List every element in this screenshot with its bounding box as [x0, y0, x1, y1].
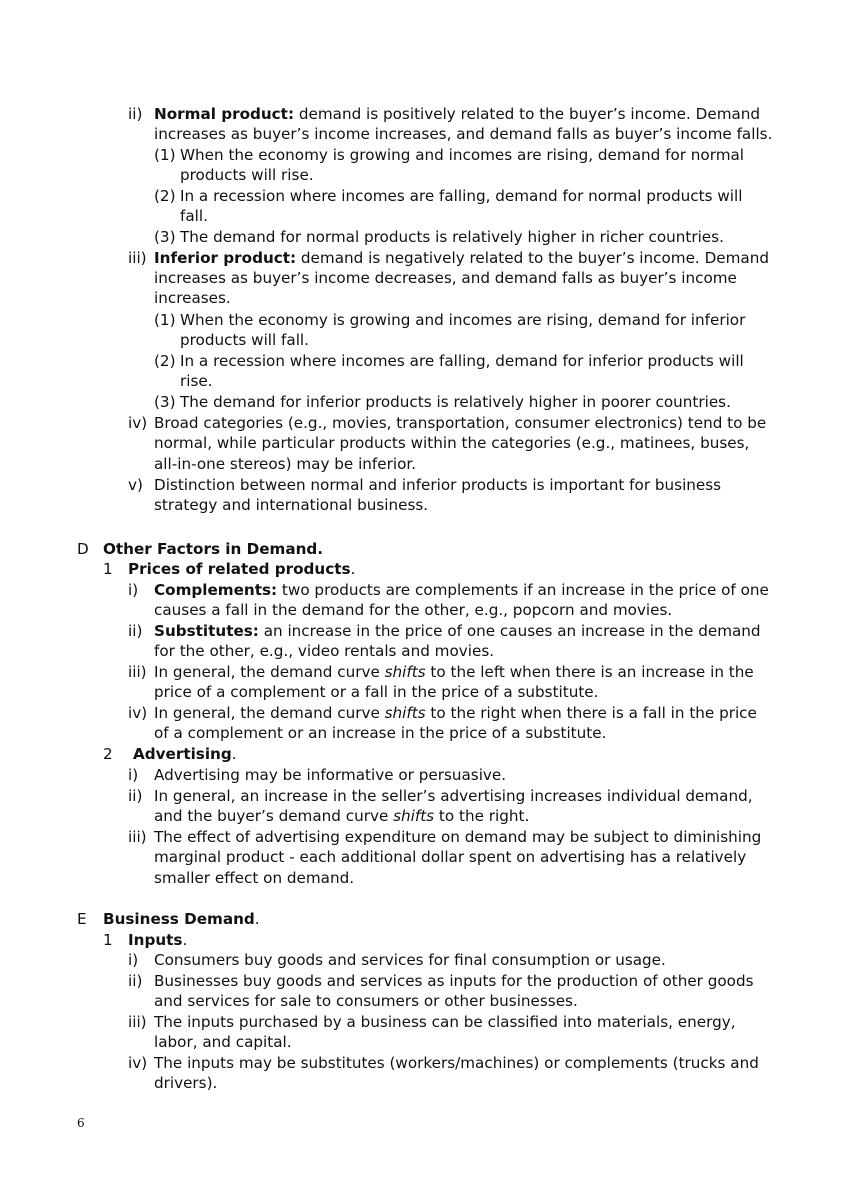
subitem-text: The demand for normal products is relatively higher in richer countries.: [180, 228, 724, 246]
item-marker: ii): [128, 622, 143, 640]
term: Normal product:: [154, 105, 295, 123]
inferior-product-line-2: increases as buyer’s income decreases, and demand falls as buyer’s income: [154, 269, 737, 287]
item-text: Advertising may be informative or persuasive.: [154, 766, 507, 784]
emphasis: shifts: [384, 704, 426, 722]
subitem-marker: (1): [154, 311, 176, 329]
item-text: [154, 806, 529, 826]
item-text: The inputs may be substitutes (workers/machines) or complements (trucks and: [154, 1054, 759, 1072]
item-marker: iv): [128, 1054, 148, 1072]
section-letter: D: [77, 540, 89, 558]
subitem-marker: (2): [154, 352, 176, 370]
item-marker: iii): [128, 249, 147, 267]
subitem-marker: (3): [154, 393, 176, 411]
subsection-title-text: Advertising: [133, 745, 232, 763]
page-number: 6: [77, 1116, 85, 1130]
item-text: drivers).: [154, 1074, 218, 1092]
punct: .: [182, 931, 188, 949]
item-text: and services for sale to consumers or other businesses.: [154, 992, 578, 1010]
section-title-text: Other Factors in Demand.: [103, 540, 324, 558]
subitem-text: The demand for inferior products is relatively higher in poorer countries.: [180, 393, 731, 411]
subitem-text: In a recession where incomes are falling, demand for inferior products will: [180, 352, 744, 370]
punct: .: [231, 745, 237, 763]
text: demand is positively related to the buyer’s income. Demand: [294, 105, 761, 123]
subitem-text: In a recession where incomes are falling, demand for normal products will: [180, 187, 743, 205]
item-text: The effect of advertising expenditure on demand may be subject to diminishing: [154, 828, 762, 846]
complements-line-1: [154, 580, 769, 600]
text: and the buyer’s demand curve: [154, 807, 394, 825]
item-marker: ii): [128, 972, 143, 990]
subsection-title: [128, 559, 355, 579]
item-marker: iv): [128, 414, 148, 432]
subitem-text: products will rise.: [180, 166, 314, 184]
section-letter: E: [77, 910, 87, 928]
subitem-text: fall.: [180, 207, 208, 225]
substitutes-line-1: [154, 621, 761, 641]
subitem-marker: (1): [154, 146, 176, 164]
text: In general, the demand curve: [154, 663, 385, 681]
subitem-text: When the economy is growing and incomes are rising, demand for inferior: [180, 311, 746, 329]
item-text: [154, 662, 754, 682]
substitutes-line-2: for the other, e.g., video rentals and movies.: [154, 642, 495, 660]
punct: .: [350, 560, 356, 578]
item-text: marginal product - each additional dollar spent on advertising has a relatively: [154, 848, 747, 866]
section-title-text: Business Demand: [103, 910, 255, 928]
subitem-marker: (3): [154, 228, 176, 246]
subitem-text: rise.: [180, 372, 213, 390]
subsection-title-text: Inputs: [128, 931, 183, 949]
section-title: [103, 909, 260, 929]
text: an increase in the price of one causes an increase in the demand: [258, 622, 761, 640]
emphasis: shifts: [384, 663, 426, 681]
subsection-title-text: Prices of related products: [128, 560, 351, 578]
item-text: strategy and international business.: [154, 496, 429, 514]
item-marker: iii): [128, 1013, 147, 1031]
item-text: Broad categories (e.g., movies, transportation, consumer electronics) tend to be: [154, 414, 767, 432]
item-text: The inputs purchased by a business can be classified into materials, energy,: [154, 1013, 736, 1031]
item-marker: iii): [128, 828, 147, 846]
item-text: of a complement or an increase in the price of a substitute.: [154, 724, 607, 742]
item-text: smaller effect on demand.: [154, 869, 355, 887]
section-title: [103, 539, 323, 559]
text: to the right.: [434, 807, 530, 825]
subsection-number: 1: [103, 560, 113, 578]
item-text: price of a complement or a fall in the price of a substitute.: [154, 683, 599, 701]
item-marker: ii): [128, 105, 143, 123]
subitem-text: products will fall.: [180, 331, 309, 349]
text: to the right when there is a fall in the price: [425, 704, 757, 722]
subsection-number: 2: [103, 745, 113, 763]
item-marker: ii): [128, 787, 143, 805]
term: Substitutes:: [154, 622, 259, 640]
item-marker: i): [128, 766, 139, 784]
normal-product-line-1: [154, 104, 760, 124]
item-text: labor, and capital.: [154, 1033, 292, 1051]
item-text: all-in-one stereos) may be inferior.: [154, 455, 417, 473]
subitem-text: When the economy is growing and incomes are rising, demand for normal: [180, 146, 745, 164]
normal-product-line-2: increases as buyer’s income increases, and demand falls as buyer’s income falls.: [154, 125, 773, 143]
item-text: Businesses buy goods and services as inputs for the production of other goods: [154, 972, 754, 990]
term: Inferior product:: [154, 249, 297, 267]
item-text: normal, while particular products within the categories (e.g., matinees, buses,: [154, 434, 750, 452]
complements-line-2: causes a fall in the demand for the other, e.g., popcorn and movies.: [154, 601, 673, 619]
punct: .: [254, 910, 260, 928]
text: two products are complements if an increase in the price of one: [277, 581, 769, 599]
text: demand is negatively related to the buyer’s income. Demand: [296, 249, 769, 267]
item-text: [154, 703, 757, 723]
subsection-title: [133, 744, 237, 764]
inferior-product-line-3: increases.: [154, 289, 231, 307]
inferior-product-line-1: [154, 248, 769, 268]
text: to the left when there is an increase in the: [425, 663, 754, 681]
item-marker: i): [128, 951, 139, 969]
item-marker: i): [128, 581, 139, 599]
item-text: Distinction between normal and inferior products is important for business: [154, 476, 722, 494]
item-marker: v): [128, 476, 143, 494]
item-text: Consumers buy goods and services for final consumption or usage.: [154, 951, 666, 969]
item-text: In general, an increase in the seller’s advertising increases individual demand,: [154, 787, 753, 805]
item-marker: iv): [128, 704, 148, 722]
subitem-marker: (2): [154, 187, 176, 205]
text: In general, the demand curve: [154, 704, 385, 722]
subsection-number: 1: [103, 931, 113, 949]
subsection-title: [128, 930, 187, 950]
item-marker: iii): [128, 663, 147, 681]
term: Complements:: [154, 581, 278, 599]
emphasis: shifts: [393, 807, 435, 825]
